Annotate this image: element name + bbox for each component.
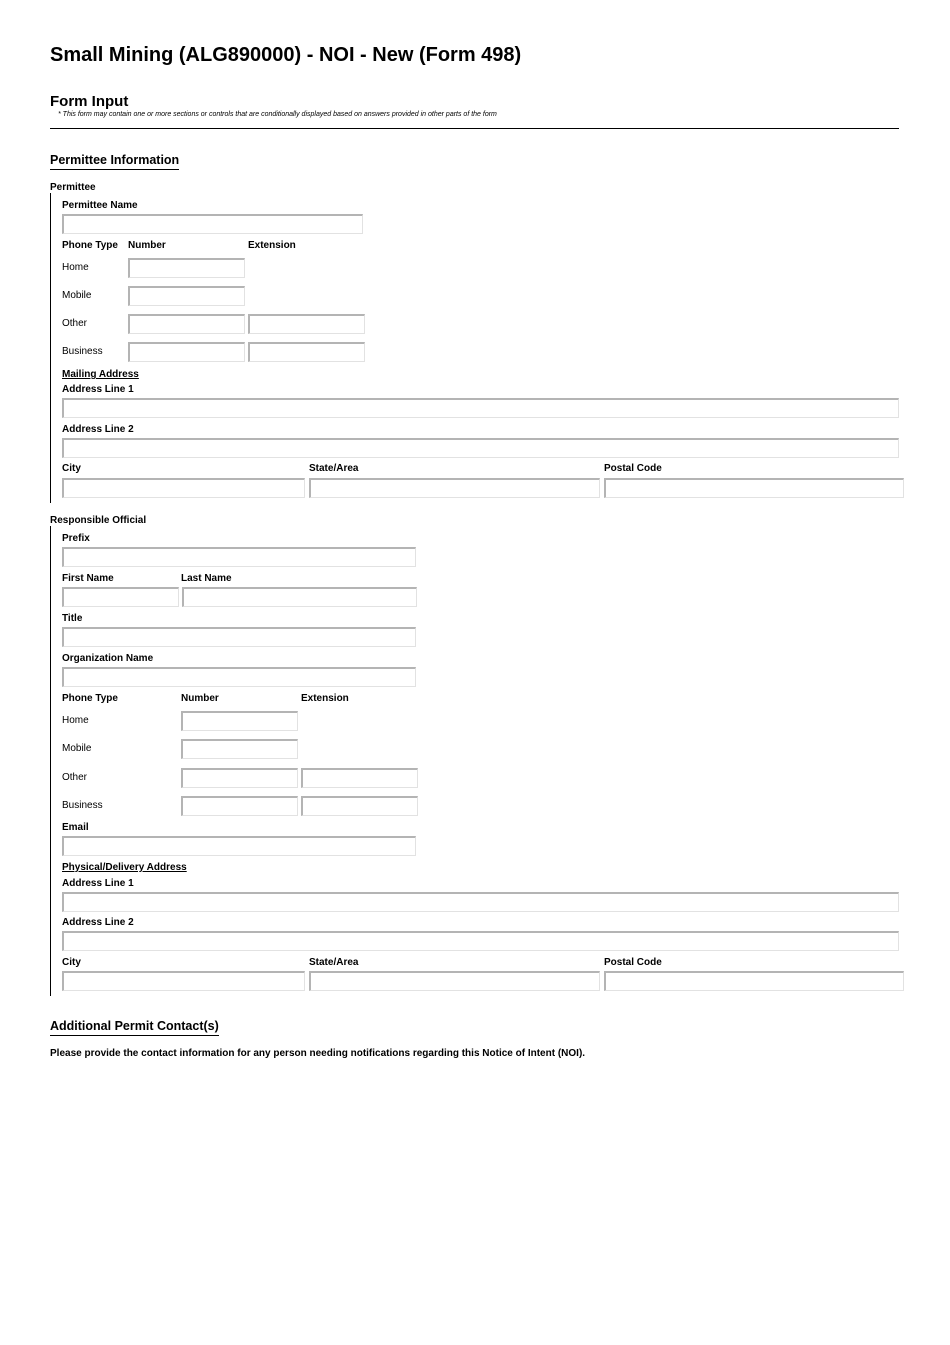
email-label: Email xyxy=(62,822,89,833)
official-home-number-input[interactable] xyxy=(181,711,298,731)
last-name-label: Last Name xyxy=(181,573,232,584)
permittee-home-number-input[interactable] xyxy=(128,258,245,278)
official-phone-type-home: Home xyxy=(62,715,89,726)
phone-extension-header: Extension xyxy=(248,240,296,251)
mailing-address-heading: Mailing Address xyxy=(62,369,139,380)
additional-contacts-instructions: Please provide the contact information for any person needing notifications regarding this Notice of Intent (NOI). xyxy=(50,1048,586,1059)
physical-state-input[interactable] xyxy=(309,971,600,991)
official-other-number-input[interactable] xyxy=(181,768,298,788)
first-name-input[interactable] xyxy=(62,587,179,607)
email-input[interactable] xyxy=(62,836,416,856)
mailing-state-label: State/Area xyxy=(309,463,359,474)
official-title-label: Title xyxy=(62,613,83,624)
official-phone-type-business: Business xyxy=(62,800,103,811)
prefix-label: Prefix xyxy=(62,533,90,544)
permittee-other-extension-input[interactable] xyxy=(248,314,365,334)
phone-type-business: Business xyxy=(62,346,103,357)
mailing-city-input[interactable] xyxy=(62,478,305,498)
permittee-name-input[interactable] xyxy=(62,214,363,234)
physical-address-heading: Physical/Delivery Address xyxy=(62,862,187,873)
official-phone-type-mobile: Mobile xyxy=(62,743,92,754)
header-divider xyxy=(50,128,899,129)
physical-state-label: State/Area xyxy=(309,957,359,968)
mailing-address-line1-label: Address Line 1 xyxy=(62,384,134,395)
responsible-official-group-label: Responsible Official xyxy=(50,515,147,526)
form-input-heading: Form Input xyxy=(50,93,129,110)
last-name-input[interactable] xyxy=(182,587,417,607)
official-title-input[interactable] xyxy=(62,627,416,647)
mailing-postal-label: Postal Code xyxy=(604,463,662,474)
mailing-state-input[interactable] xyxy=(309,478,600,498)
official-phone-type-header: Phone Type xyxy=(62,693,118,704)
physical-address-line1-input[interactable] xyxy=(62,892,899,912)
physical-postal-label: Postal Code xyxy=(604,957,662,968)
physical-address-line2-label: Address Line 2 xyxy=(62,917,134,928)
official-phone-extension-header: Extension xyxy=(301,693,349,704)
permittee-group-bar xyxy=(50,193,51,503)
official-business-number-input[interactable] xyxy=(181,796,298,816)
first-name-label: First Name xyxy=(62,573,114,584)
prefix-input[interactable] xyxy=(62,547,416,567)
mailing-address-line2-input[interactable] xyxy=(62,438,899,458)
phone-type-other: Other xyxy=(62,318,88,329)
phone-type-header: Phone Type xyxy=(62,240,118,251)
phone-type-mobile: Mobile xyxy=(62,290,92,301)
mailing-city-label: City xyxy=(62,463,81,474)
permittee-information-heading: Permittee Information xyxy=(50,153,179,170)
phone-type-home: Home xyxy=(62,262,89,273)
permittee-other-number-input[interactable] xyxy=(128,314,245,334)
permittee-business-extension-input[interactable] xyxy=(248,342,365,362)
mailing-address-line1-input[interactable] xyxy=(62,398,899,418)
organization-name-input[interactable] xyxy=(62,667,416,687)
mailing-address-line2-label: Address Line 2 xyxy=(62,424,134,435)
phone-number-header: Number xyxy=(128,240,166,251)
organization-name-label: Organization Name xyxy=(62,653,154,664)
permittee-business-number-input[interactable] xyxy=(128,342,245,362)
physical-city-input[interactable] xyxy=(62,971,305,991)
official-phone-number-header: Number xyxy=(181,693,219,704)
additional-contacts-heading: Additional Permit Contact(s) xyxy=(50,1019,219,1036)
conditional-note: * This form may contain one or more sections or controls that are conditionally displayed based on answers provided in other parts of the form xyxy=(58,111,497,118)
physical-address-line1-label: Address Line 1 xyxy=(62,878,134,889)
page-title: Small Mining (ALG890000) - NOI - New (Form 498) xyxy=(50,44,522,66)
permittee-name-label: Permittee Name xyxy=(62,200,138,211)
official-other-extension-input[interactable] xyxy=(301,768,418,788)
permittee-mobile-number-input[interactable] xyxy=(128,286,245,306)
responsible-official-group-bar xyxy=(50,526,51,996)
physical-postal-input[interactable] xyxy=(604,971,904,991)
permittee-group-label: Permittee xyxy=(50,182,96,193)
physical-address-line2-input[interactable] xyxy=(62,931,899,951)
physical-city-label: City xyxy=(62,957,81,968)
official-business-extension-input[interactable] xyxy=(301,796,418,816)
mailing-postal-input[interactable] xyxy=(604,478,904,498)
official-mobile-number-input[interactable] xyxy=(181,739,298,759)
official-phone-type-other: Other xyxy=(62,772,88,783)
